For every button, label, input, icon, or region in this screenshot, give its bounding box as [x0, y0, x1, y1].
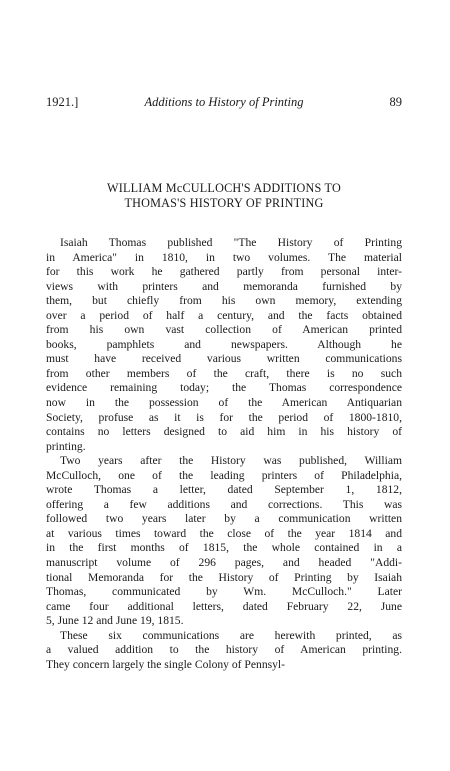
text-line: over a period of half a century, and the facts obtained	[46, 308, 402, 322]
text-line: contains no letters designed to aid him in his history of	[46, 425, 402, 439]
text-line: in America" in 1810, in two volumes. The material	[46, 250, 402, 264]
text-line: them, but chiefly from his own memory, extending	[46, 294, 402, 308]
text-line: views with printers and memoranda furnished by	[46, 279, 402, 293]
text-line: Two years after the History was published, William	[60, 454, 402, 468]
text-line: evidence remaining today; the Thomas correspondence	[46, 381, 402, 395]
text-line: Isaiah Thomas published "The History of Printing	[60, 236, 402, 249]
body-paragraph	[46, 629, 402, 673]
article-title-line-1: WILLIAM McCULLOCH'S ADDITIONS TO	[107, 181, 341, 195]
running-head-year: 1921.]	[46, 95, 79, 109]
text-line: Thomas, communicated by Wm. McCulloch." Later	[46, 585, 402, 599]
body-paragraph	[46, 236, 402, 454]
text-line: followed two years later by a communication written	[46, 512, 402, 526]
text-line: They concern largely the single Colony of Pennsyl-	[46, 657, 286, 671]
text-line: McCulloch, one of the leading printers of Philadelphia,	[46, 468, 402, 482]
running-head-title: Additions to History of Printing	[144, 95, 304, 109]
running-head	[46, 94, 402, 110]
text-line: in the first months of 1815, the whole contained in a	[46, 541, 402, 555]
text-line: These six communications are herewith printed, as	[60, 628, 402, 642]
text-line: manuscript volume of 296 pages, and headed "Addi-	[46, 556, 402, 570]
article-title	[46, 181, 402, 211]
text-line: tional Memoranda for the History of Printing by Isaiah	[46, 570, 402, 584]
text-line: wrote Thomas a letter, dated September 1, 1812,	[46, 483, 402, 497]
text-line: from other members of the craft, there is no such	[46, 366, 402, 380]
article-body	[46, 236, 402, 672]
text-line: printing.	[46, 439, 86, 453]
text-line: books, pamphlets and newspapers. Although he	[46, 337, 402, 351]
body-paragraph	[46, 454, 402, 629]
text-line: offering a few additions and corrections. This was	[46, 497, 402, 511]
text-line: 5, June 12 and June 19, 1815.	[46, 614, 184, 628]
article-title-line-2: THOMAS'S HISTORY OF PRINTING	[124, 196, 324, 210]
text-line: now in the possession of the American Antiquarian	[46, 396, 402, 410]
text-line: from his own vast collection of American printed	[46, 323, 402, 337]
text-line: Society, profuse as it is for the period of 1800-1810,	[46, 410, 402, 424]
text-line: at various times toward the close of the year 1814 and	[46, 526, 402, 540]
text-line: must have received various written communications	[46, 352, 402, 366]
text-line: for this work he gathered partly from personal inter-	[46, 265, 402, 279]
text-line: came four additional letters, dated February 22, June	[46, 599, 402, 613]
page-number: 89	[389, 95, 402, 109]
text-line: a valued addition to the history of American printing.	[46, 643, 402, 657]
